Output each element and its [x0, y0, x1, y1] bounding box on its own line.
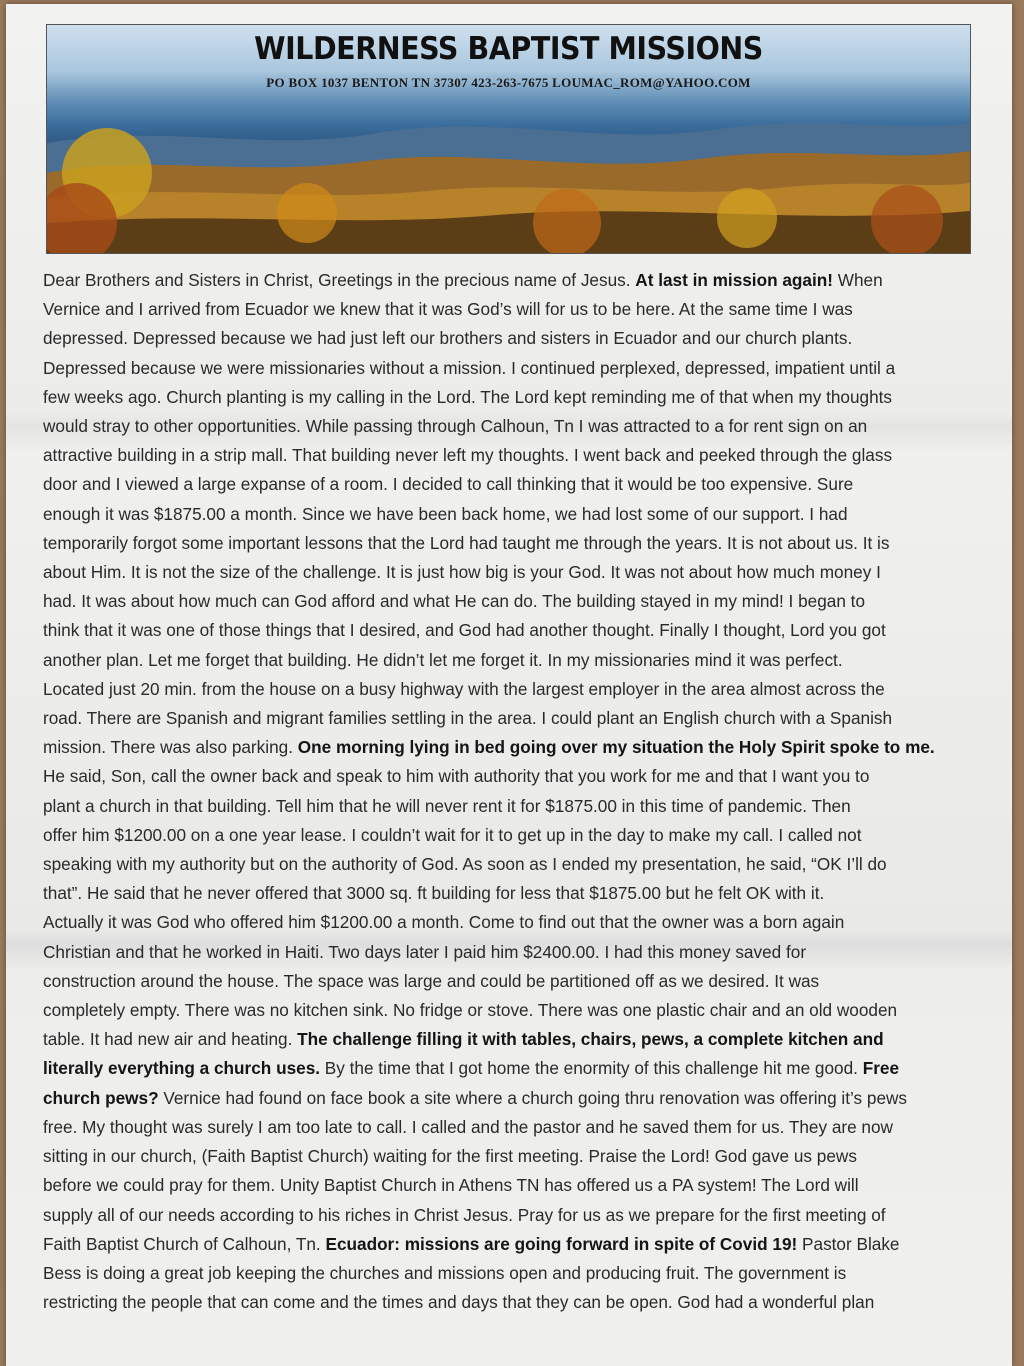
- letter-line: [43, 733, 978, 762]
- bold-text: Free: [862, 1058, 900, 1079]
- letter-line: [43, 383, 978, 412]
- letter-line: [43, 704, 978, 733]
- letter-line: [43, 1084, 978, 1113]
- bold-text: church pews?: [43, 1087, 159, 1108]
- letter-body: [43, 266, 978, 1317]
- letter-line: [43, 938, 978, 967]
- letter-line: [43, 1230, 978, 1259]
- mountain-landscape-image: [47, 103, 970, 253]
- text-segment: mission. There was also parking.: [43, 737, 298, 758]
- text-segment: Vernice had found on face book a site where a church going thru renovation was offering it’s pews: [158, 1087, 908, 1108]
- text-segment: Vernice and I arrived from Ecuador we knew that it was God’s will for us to be here. At the same time I was: [43, 299, 853, 320]
- text-segment: restricting the people that can come and the times and days that they can be open. God had a wonderful plan: [43, 1292, 875, 1313]
- letter-line: [43, 529, 978, 558]
- bold-text: Ecuador: missions are going forward in spite of Covid 19!: [325, 1233, 798, 1254]
- letter-line: [43, 675, 978, 704]
- letter-line: [43, 1025, 978, 1054]
- text-segment: depressed. Depressed because we had just left our brothers and sisters in Ecuador and our church plants.: [43, 328, 853, 349]
- header-banner: [46, 24, 971, 254]
- text-segment: road. There are Spanish and migrant families settling in the area. I could plant an English church with a Spanish: [43, 708, 893, 729]
- bold-text: One morning lying in bed going over my situation the Holy Spirit spoke to me.: [297, 737, 935, 758]
- text-segment: Bess is doing a great job keeping the churches and missions open and producing fruit. The government is: [43, 1262, 847, 1283]
- letter-line: [43, 1054, 978, 1083]
- text-segment: Located just 20 min. from the house on a busy highway with the largest employer in the area almost across the: [43, 678, 885, 699]
- letter-line: [43, 908, 978, 937]
- letter-line: [43, 470, 978, 499]
- text-segment: Depressed because we were missionaries without a mission. I continued perplexed, depressed, impatient until a: [43, 357, 896, 378]
- text-segment: temporarily forgot some important lessons that the Lord had taught me through the years. It is not about us. It is: [43, 532, 890, 553]
- text-segment: He said, Son, call the owner back and speak to him with authority that you work for me and that I want you to: [43, 766, 870, 787]
- letter-line: [43, 967, 978, 996]
- text-segment: before we could pray for them. Unity Baptist Church in Athens TN has offered us a PA system! The Lord will: [43, 1175, 859, 1196]
- letter-line: [43, 500, 978, 529]
- text-segment: Actually it was God who offered him $1200.00 a month. Come to find out that the owner was a born again: [43, 912, 845, 933]
- letter-line: [43, 295, 978, 324]
- letter-line: [43, 996, 978, 1025]
- letter-line: [43, 412, 978, 441]
- text-segment: enough it was $1875.00 a month. Since we have been back home, we had lost some of our support. I had: [43, 503, 848, 524]
- text-segment: think that it was one of those things that I desired, and God had another thought. Finally I thought, Lord you got: [43, 620, 886, 641]
- letter-line: [43, 558, 978, 587]
- contact-line: PO BOX 1037 BENTON TN 37307 423-263-7675 LOUMAC_ROM@YAHOO.COM: [266, 75, 751, 90]
- letter-page: [6, 4, 1012, 1366]
- text-segment: about Him. It is not the size of the challenge. It is just how big is your God. It was not about how much money I: [43, 562, 881, 583]
- text-segment: offer him $1200.00 on a one year lease. I couldn’t wait for it to get up in the day to make my call. I called not: [43, 824, 862, 845]
- letter-line: [43, 1288, 978, 1317]
- letter-line: [43, 792, 978, 821]
- text-segment: supply all of our needs according to his riches in Christ Jesus. Pray for us as we prepare for the first meeting of: [43, 1204, 886, 1225]
- text-segment: Dear Brothers and Sisters in Christ, Greetings in the precious name of Jesus.: [43, 270, 636, 290]
- bold-text: At last in mission again!: [635, 270, 833, 290]
- letter-line: [43, 1113, 978, 1142]
- letter-line: [43, 879, 978, 908]
- text-segment: few weeks ago. Church planting is my calling in the Lord. The Lord kept reminding me of that when my thoughts: [43, 386, 893, 407]
- text-segment: attractive building in a strip mall. That building never left my thoughts. I went back and peeked through the glass: [43, 445, 893, 466]
- letter-line: [43, 587, 978, 616]
- letter-line: [43, 324, 978, 353]
- letter-line: [43, 1259, 978, 1288]
- text-segment: Pastor Blake: [797, 1233, 900, 1254]
- text-segment: would stray to other opportunities. While passing through Calhoun, Tn I was attracted to a for rent sign on an: [43, 416, 868, 437]
- text-segment: construction around the house. The space was large and could be partitioned off as we desired. It was: [43, 970, 820, 991]
- text-segment: plant a church in that building. Tell him that he will never rent it for $1875.00 in this time of pandemic. Then: [43, 795, 851, 816]
- text-segment: By the time that I got home the enormity of this challenge hit me good.: [320, 1058, 863, 1079]
- letter-line: [43, 266, 978, 295]
- text-segment: that”. He said that he never offered that 3000 sq. ft building for less that $1875.00 but he felt OK with it.: [43, 883, 825, 904]
- text-segment: When: [832, 270, 883, 290]
- letter-line: [43, 762, 978, 791]
- letter-line: [43, 850, 978, 879]
- text-segment: had. It was about how much can God afford and what He can do. The building stayed in my mind! I began to: [43, 591, 866, 612]
- text-segment: another plan. Let me forget that building. He didn’t let me forget it. In my missionaries mind it was perfect.: [43, 649, 843, 670]
- letter-line: [43, 646, 978, 675]
- bold-text: literally everything a church uses.: [43, 1058, 321, 1079]
- text-segment: free. My thought was surely I am too late to call. I called and the pastor and he saved them for us. They are now: [43, 1116, 893, 1137]
- letter-line: [43, 616, 978, 645]
- text-segment: completely empty. There was no kitchen sink. No fridge or stove. There was one plastic chair and an old wooden: [43, 1000, 898, 1021]
- letter-line: [43, 441, 978, 470]
- letter-line: [43, 1201, 978, 1230]
- text-segment: Faith Baptist Church of Calhoun, Tn.: [43, 1233, 326, 1254]
- text-segment: Christian and that he worked in Haiti. Two days later I paid him $2400.00. I had this money saved for: [43, 941, 807, 962]
- letter-line: [43, 354, 978, 383]
- letter-line: [43, 1171, 978, 1200]
- text-segment: table. It had new air and heating.: [43, 1029, 298, 1050]
- text-segment: door and I viewed a large expanse of a room. I decided to call thinking that it would be too expensive. Sure: [43, 474, 854, 495]
- text-segment: speaking with my authority but on the authority of God. As soon as I ended my presentation, he said, “OK I’ll do: [43, 854, 887, 875]
- bold-text: The challenge filling it with tables, chairs, pews, a complete kitchen and: [297, 1029, 884, 1050]
- letter-line: [43, 821, 978, 850]
- text-segment: sitting in our church, (Faith Baptist Church) waiting for the first meeting. Praise the Lord! God gave us pews: [43, 1146, 857, 1167]
- organization-title: WILDERNESS BAPTIST MISSIONS: [254, 31, 763, 67]
- letter-line: [43, 1142, 978, 1171]
